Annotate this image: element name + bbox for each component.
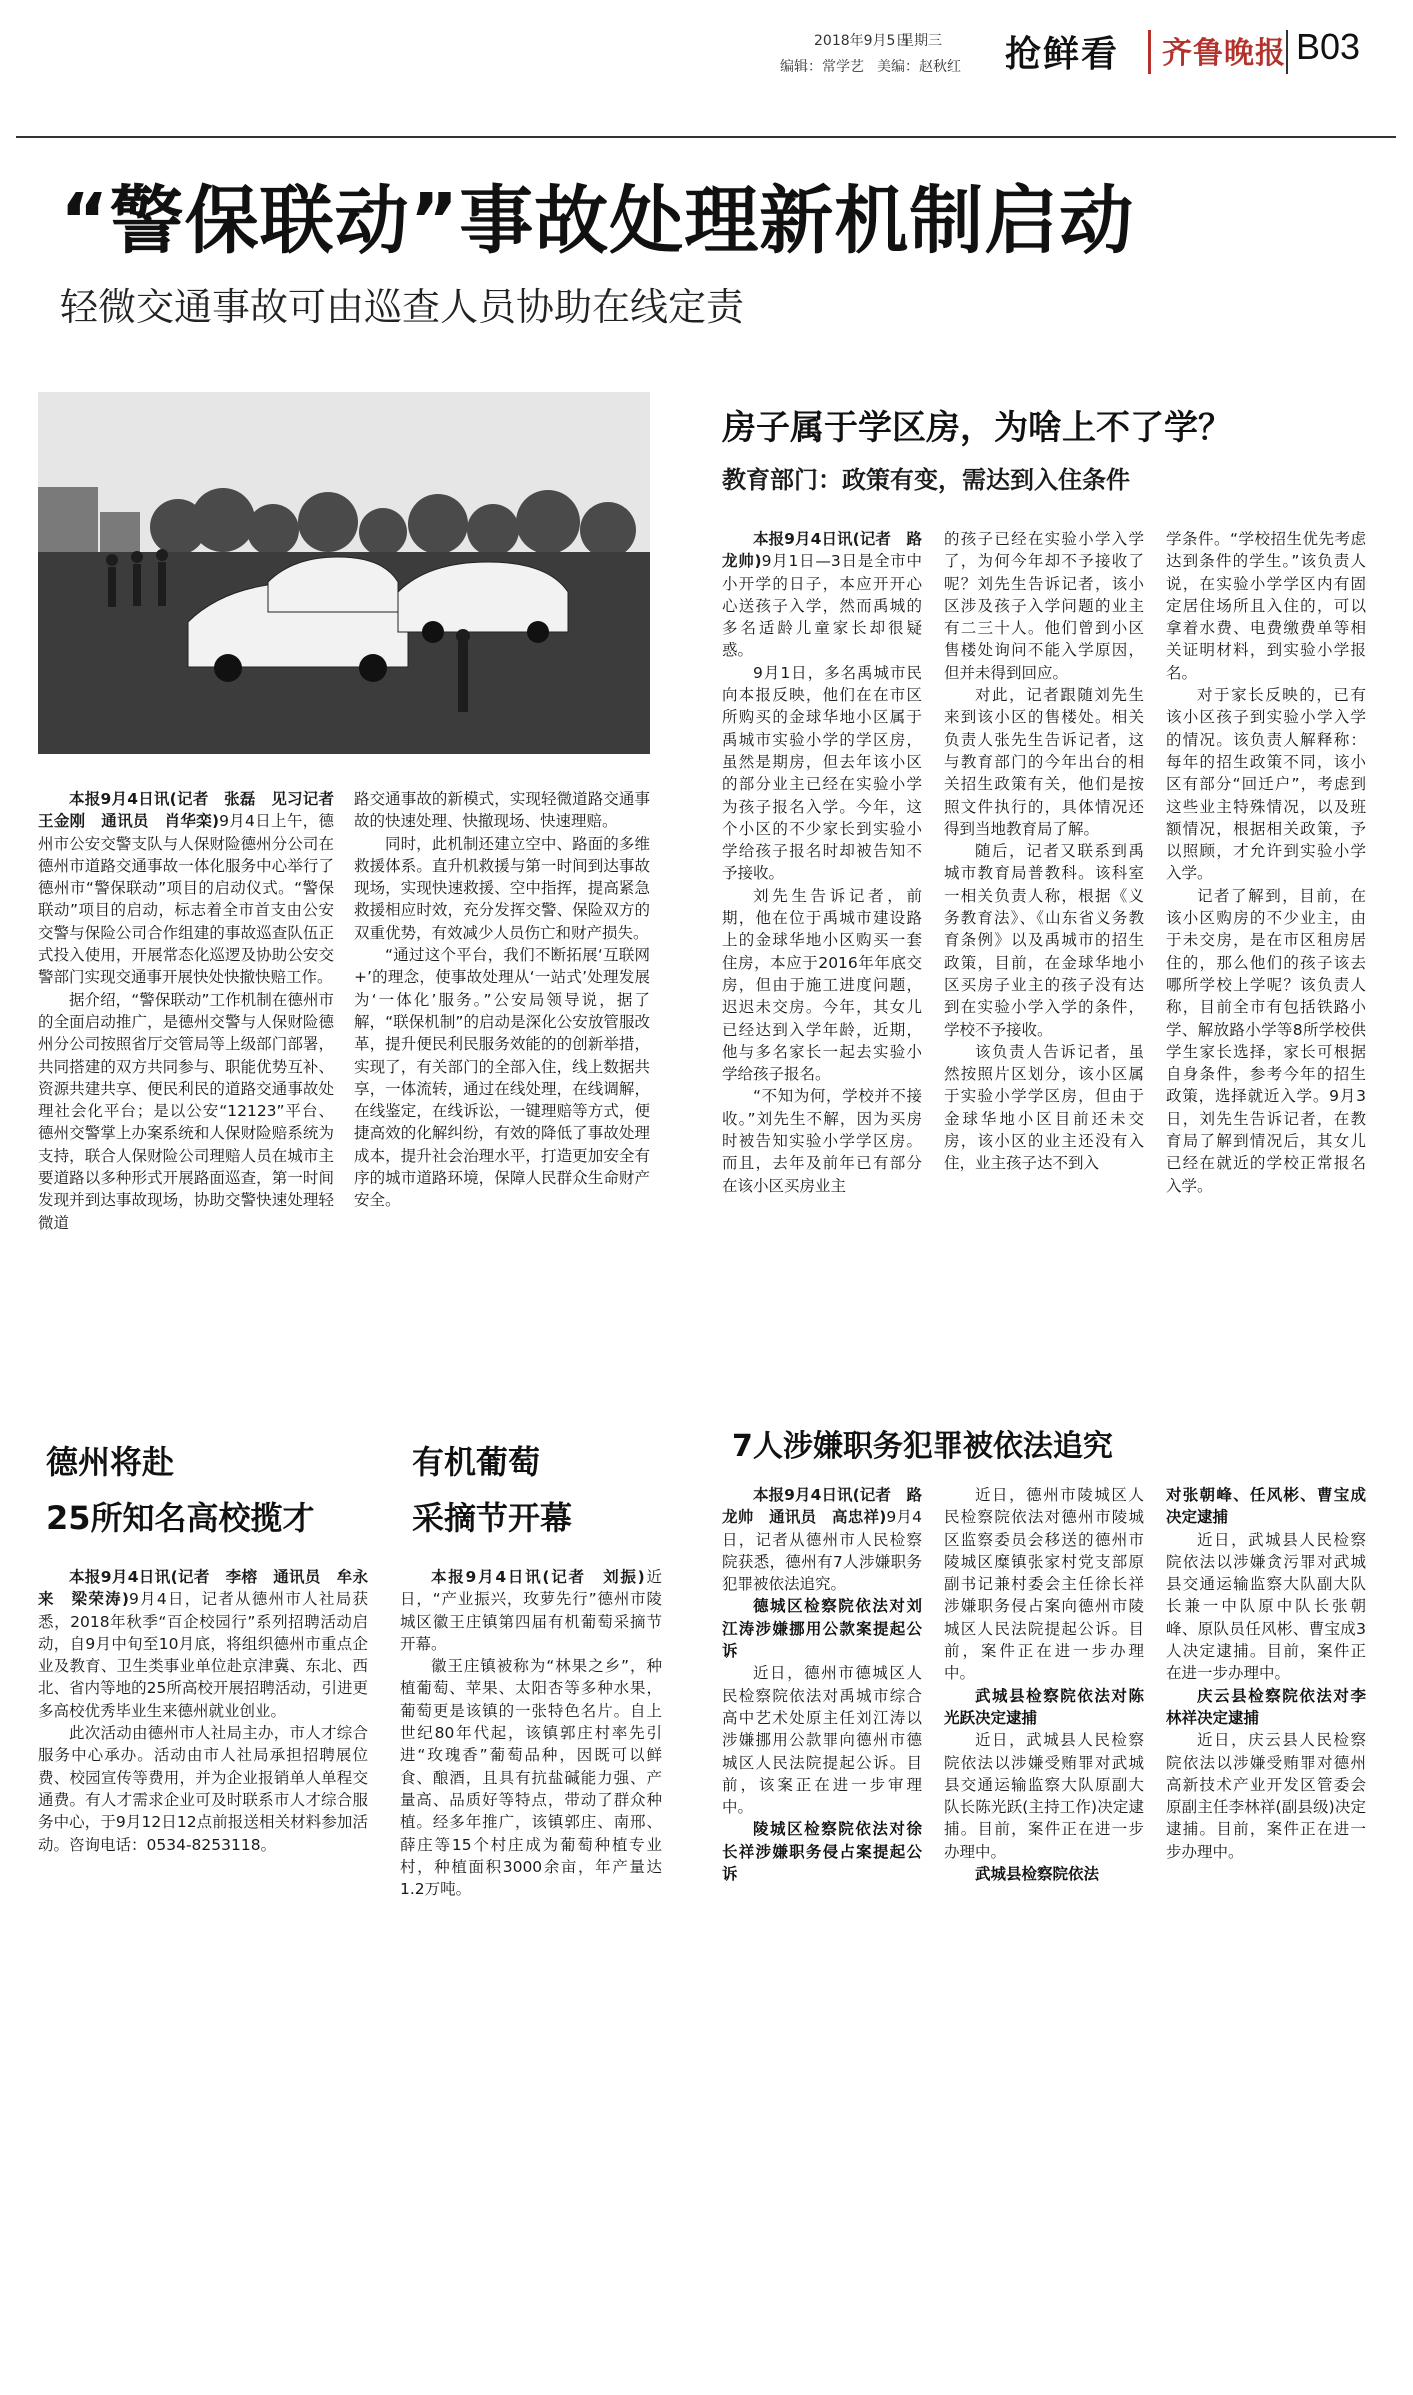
lead-para-1: 9月4日上午，德州市公安交警支队与人保财险德州分公司在德州市道路交通事故一体化服务中心举行了德州市“警保联动”项目的启动仪式。“警保联动”项目的启动，标志着全市首支由公安交警与保险公司合作组建的事故巡查队伍正式投入使用，开展常态化巡逻及协助公安交警部门实现交通事开展快处快撤快赔工作。 <box>38 812 334 987</box>
crime-subhead-5: 庆云县检察院依法对李林祥决定逮捕 <box>1166 1686 1366 1727</box>
campus-headline-line-2: 25所知名高校揽才 <box>46 1499 315 1537</box>
school-para-4: “不知为何，学校并不接收。”刘先生不解，因为买房时被告知实验小学学区房。而且，去年及前年已有部分在该小区买房业主 <box>722 1087 922 1195</box>
school-byline: 本报9月4日讯(记者 路龙帅) <box>722 530 922 571</box>
crime-para-2: 近日，德州市德城区人民检察院依法对禹城市综合高中艺术处原主任刘江涛以涉嫌挪用公款罪向德州市德城区人民法院提起公诉。目前，该案正在进一步审理中。 <box>722 1664 922 1817</box>
crime-headline: 7人涉嫌职务犯罪被依法追究 <box>732 1429 1113 1464</box>
campus-para-1: 9月4日，记者从德州市人社局获悉，2018年秋季“百企校园行”系列招聘活动启动，自9月中旬至10月底，将组织德州市重点企业及教育、卫生类事业单位赴京津冀、东北、西北、省内等地的25所高校开展招聘活动，引进更多高校优秀毕业生来德州就业创业。 <box>38 1590 368 1720</box>
lead-para-5: “通过这个平台，我们不断拓展‘互联网+’的理念，使事故处理从‘一站式’处理发展为‘一体化’服务。”公安局领导说，据了解，“联保机制”的启动是深化公安放管服改革，提升便民利民服务效能的的创新举措，实现了，有关部门的全部入住，线上数据共享，一体流转，通过在线处理，在线调解，在线鉴定，在线诉讼，一键理赔等方式，便捷高效的化解纠纷，有效的降低了事故处理成本，提升社会治理水平，打造更加安全有序的城市道路环境，保障人民群众生命财产安全。 <box>354 946 650 1210</box>
campus-body <box>38 1566 368 1970</box>
school-para-7: 随后，记者又联系到禹城市教育局普教科。该科室一相关负责人称，根据《义务教育法》、《山东省义务教育条例》以及禹城市的招生政策，目前，在金球华地小区买房子业主的孩子没有达到在实验小学入学的条件，学校不予接收。 <box>944 842 1144 1039</box>
campus-byline: 本报9月4日讯(记者 李榕 通讯员 牟永来 梁荣涛) <box>38 1568 368 1609</box>
section-name: 抢鲜看 <box>1005 34 1120 75</box>
school-col-2 <box>944 528 1144 1404</box>
header-divider <box>1148 30 1151 74</box>
school-col-1 <box>722 528 922 1404</box>
campus-para-2: 此次活动由德州市人社局主办，市人才综合服务中心承办。活动由市人社局承担招聘展位费、校园宣传等费用，并为企业报销单人单程交通费。有人才需求企业可及时联系市人才综合服务中心，于9月12日12点前报送相关材料参加活动。咨询电话：0534-8253118。 <box>38 1724 368 1854</box>
lead-subheadline: 轻微交通事故可由巡查人员协助在线定责 <box>60 285 745 329</box>
crime-col-1 <box>722 1484 922 1970</box>
crime-para-5: 近日，武城县人民检察院依法以涉嫌贪污罪对武城县交通运输监察大队副大队长兼一中队原中队长张朝峰、原队员任风彬、曹宝成3人决定逮捕。目前，案件正在进一步办理中。 <box>1166 1530 1366 1683</box>
lead-para-3: 路交通事故的新模式，实现轻微道路交通事故的快速处理、快撤现场、快速理赔。 <box>354 790 650 831</box>
school-para-6: 对此，记者跟随刘先生来到该小区的售楼处。相关负责人张先生告诉记者，这与教育部门的今年出台的相关招生政策有关，他们是按照文件执行的，具体情况还得到当地教育局了解。 <box>944 686 1144 838</box>
lead-story-col-2 <box>354 788 650 1404</box>
grape-para-1: 近日，“产业振兴，玫萝先行”德州市陵城区徽王庄镇第四届有机葡萄采摘节开幕。 <box>400 1568 662 1653</box>
lead-para-2: 据介绍，“警保联动”工作机制在德州市的全面启动推广，是德州交警与人保财险德州分公司按照省厅交管局等上级部门部署，共同搭建的双方共同参与、职能优势互补、资源共建共享、便民利民的道路交通事故处理社会化平台；是以公安“12123”平台、德州交警掌上办案系统和人保财险赔系统为支持，联合人保财险公司理赔人员在城市主要道路以多种形式开展路面巡查，第一时间发现并到达事故现场，协助交警快速处理轻微道 <box>38 990 334 1232</box>
grape-headline-line-1: 有机葡萄 <box>412 1443 541 1481</box>
crime-para-6: 近日，庆云县人民检察院依法以涉嫌受贿罪对德州高新技术产业开发区管委会原副主任李林祥(副县级)决定逮捕。目前，案件正在进一步办理中。 <box>1166 1731 1366 1861</box>
crime-col-3 <box>1166 1484 1366 1970</box>
header-editor: 编辑：常学艺 <box>780 59 864 75</box>
header-rule <box>16 136 1396 138</box>
school-col-3 <box>1166 528 1366 1404</box>
school-para-11: 记者了解到，目前，在该小区购房的不少业主，由于未交房，是在市区租房居住的，那么他们的孩子该去哪所学校上学呢？该负责人称，目前全市有包括铁路小学、解放路小学等8所学校供学生家长选择，家长可根据自身条件，参考今年的招生政策，选择就近入学。9月3日，刘先生告诉记者，在教育局了解到情况后，其女儿已经在就近的学校正常报名入学。 <box>1166 886 1366 1195</box>
crime-subhead-4a: 武城县检察院依法 <box>975 1865 1100 1884</box>
header-weekday: 星期三 <box>900 33 942 49</box>
traffic-police-cars-photo <box>38 392 650 754</box>
school-para-10: 对于家长反映的，已有该小区孩子到实验小学入学的情况。该负责人解释称：每年的招生政策不同，该小区有部分“回迁户”，考虑到这些业主特殊情况，以及班额情况，根据相关政策，予以照顾，才允许到实验小学入学。 <box>1166 686 1366 883</box>
school-para-9: 学条件。“学校招生优先考虑达到条件的学生。”该负责人说，在实验小学学区内有固定居住场所且入住的，可以拿着水费、电费缴费单等相关证明材料，到实验小学报名。 <box>1166 530 1366 682</box>
crime-byline: 本报9月4日讯(记者 路龙帅 通讯员 高忠祥) <box>722 1486 922 1527</box>
lead-para-4: 同时，此机制还建立空中、路面的多维救援体系。直升机救援与第一时间到达事故现场，实现快速救援、空中指挥，提高紧急救援相应时效，充分发挥交警、保险双方的双重优势，有效减少人员伤亡和财产损失。 <box>354 834 650 942</box>
paper-logo: 齐鲁晚报 <box>1162 36 1286 71</box>
crime-para-4: 近日，武城县人民检察院依法以涉嫌受贿罪对武城县交通运输监察大队原副大队长陈光跃(主持工作)决定逮捕。目前，案件正在进一步办理中。 <box>944 1731 1144 1861</box>
school-para-8: 该负责人告诉记者，虽然按照片区划分，该小区属于实验小学学区房，但由于金球华地小区目前还未交房，该小区的业主还没有入住，业主孩子达不到入 <box>944 1042 1144 1173</box>
crime-para-3: 近日，德州市陵城区人民检察院依法对德州市陵城区监察委员会移送的德州市陵城区糜镇张家村党支部原副书记兼村委会主任徐长祥涉嫌职务侵占案向德州市陵城区人民法院提起公诉。目前，案件正在进一步办理中。 <box>944 1486 1144 1683</box>
school-para-5: 的孩子已经在实验小学入学了，为何今年却不予接收了呢？刘先生告诉记者，该小区涉及孩子入学问题的业主有二三十人。他们曾到小区售楼处询问不能入学原因，但并未得到回应。 <box>944 530 1144 682</box>
crime-para-1: 9月4日，记者从德州市人民检察院获悉，德州有7人涉嫌职务犯罪被依法追究。 <box>722 1508 922 1594</box>
school-headline: 房子属于学区房，为啥上不了学？ <box>722 408 1232 448</box>
header-date: 2018年9月5日 <box>814 33 910 49</box>
school-para-3: 刘先生告诉记者，前期，他在位于禹城市建设路上的金球华地小区购买一套住房，本应于2016年年底交房，但由于施工进度问题，迟迟未交房。今年，其女儿已经达到入学年龄，近期，他与多名家长一起去实验小学给孩子报名。 <box>722 886 922 1084</box>
school-subheadline: 教育部门：政策有变，需达到入住条件 <box>722 466 1130 494</box>
lead-story-col-1 <box>38 788 350 1404</box>
lead-photo <box>38 392 650 754</box>
lead-byline: 本报9月4日讯(记者 张磊 见习记者 王金刚 通讯员 肖华栾) <box>38 790 350 831</box>
school-para-1: 9月1日—3日是全市中小开学的日子，本应开开心心送孩子入学，然而禹城的多名适龄儿童家长却很疑惑。 <box>722 552 922 660</box>
school-para-2: 9月1日，多名禹城市民向本报反映，他们在在市区所购买的金球华地小区属于禹城市实验小学的学区房，虽然是期房，但去年该小区的部分业主已经在实验小学为孩子报名入学。今年，这个小区的不少家长到实验小学给孩子报名时却被告知不予接收。 <box>722 663 922 883</box>
campus-headline-line-1: 德州将赴 <box>46 1443 175 1481</box>
crime-subhead-3: 武城县检察院依法对陈光跃决定逮捕 <box>944 1686 1144 1727</box>
header-divider-2 <box>1286 30 1288 74</box>
grape-body <box>400 1566 662 1970</box>
page-header <box>0 0 1413 140</box>
lead-headline: “警保联动”事故处理新机制启动 <box>60 178 1135 264</box>
crime-subhead-1: 德城区检察院依法对刘江涛涉嫌挪用公款案提起公诉 <box>722 1597 922 1661</box>
grape-para-2: 徽王庄镇被称为“林果之乡”，种植葡萄、苹果、太阳杏等多种水果，葡萄更是该镇的一张特色名片。自上世纪80年代起，该镇郭庄村率先引进“玫瑰香”葡萄品种，因既可以鲜食、酿酒，且具有抗盐碱能力强、产量高、品质好等特点，带动了群众种植。经多年推广，该镇郭庄、南邢、薛庄等15个村庄成为葡萄种植专业村，种植面积3000余亩，年产量达1.2万吨。 <box>400 1657 662 1899</box>
crime-subhead-4b: 对张朝峰、任风彬、曹宝成决定逮捕 <box>1166 1486 1366 1527</box>
grape-headline-line-2: 采摘节开幕 <box>412 1499 573 1537</box>
page-number: B03 <box>1296 26 1361 67</box>
grape-byline: 本报9月4日讯(记者 刘振) <box>431 1568 645 1586</box>
header-designer: 美编：赵秋红 <box>877 59 961 75</box>
crime-subhead-2: 陵城区检察院依法对徐长祥涉嫌职务侵占案提起公诉 <box>722 1820 922 1884</box>
crime-col-2 <box>944 1484 1144 1970</box>
